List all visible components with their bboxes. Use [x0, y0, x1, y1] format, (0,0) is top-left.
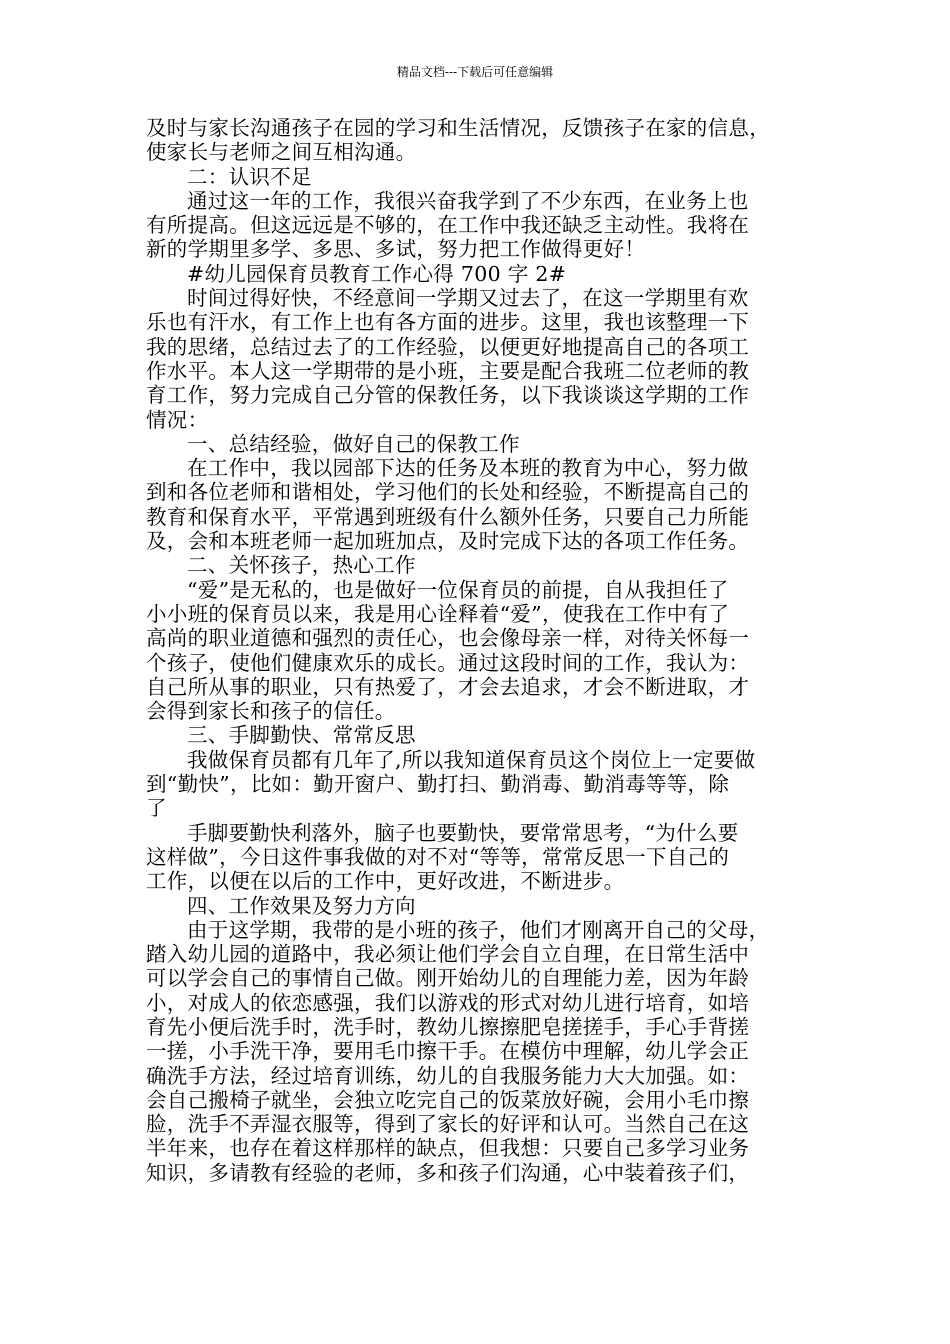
text-line: 我做保育员都有几年了,所以我知道保育员这个岗位上一定要做 [187, 747, 756, 772]
text-line: 了 [146, 796, 167, 821]
text-line: 这样做”，今日这件事我做的对不对“等等，常常反思一下自己的 [146, 844, 730, 869]
text-line: 及时与家长沟通孩子在园的学习和生活情况，反馈孩子在家的信息， [146, 116, 770, 140]
text-line: 情况： [146, 407, 209, 432]
text-line: 一、总结经验，做好自己的保教工作 [187, 431, 520, 456]
text-line: 有所提高。但这远远是不够的，在工作中我还缺乏主动性。我将在 [146, 213, 750, 238]
text-line: 脸，洗手不弄湿衣服等，得到了家长的好评和认可。当然自己在这 [146, 1112, 750, 1137]
text-line: 到“勤快”，比如：勤开窗户、勤打扫、勤消毒、勤消毒等等，除 [146, 772, 730, 797]
text-line: 小，对成人的依恋感强，我们以游戏的形式对幼儿进行培育，如培 [146, 990, 750, 1015]
text-line: 半年来，也存在着这样那样的缺点，但我想：只要自己多学习业务 [146, 1136, 750, 1161]
text-line: 教育和保育水平，平常遇到班级有什么额外任务，只要自己力所能 [146, 504, 750, 529]
text-line: 小小班的保育员以来，我是用心诠释着“爱”，使我在工作中有了 [146, 601, 730, 626]
text-line: 二、关怀孩子，热心工作 [187, 553, 416, 578]
text-line: 会自己搬椅子就坐，会独立吃完自己的饭菜放好碗，会用小毛巾擦 [146, 1087, 750, 1112]
text-line: “爱”是无私的，也是做好一位保育员的前提，自从我担任了 [187, 577, 729, 602]
text-line: 四、工作效果及努力方向 [187, 893, 416, 918]
text-line: 到和各位老师和谐相处，学习他们的长处和经验，不断提高自己的 [146, 480, 750, 505]
text-line: 通过这一年的工作，我很兴奋我学到了不少东西，在业务上也 [187, 188, 749, 213]
text-line: 三、手脚勤快、常常反思 [187, 723, 416, 748]
text-line: 新的学期里多学、多思、多试，努力把工作做得更好！ [146, 237, 646, 262]
text-line: 乐也有汗水，有工作上也有各方面的进步。这里，我也该整理一下 [146, 310, 750, 335]
text-line: 确洗手方法，经过培育训练，幼儿的自我服务能力大大加强。如： [146, 1063, 750, 1088]
text-line: 二：认识不足 [187, 164, 312, 189]
text-line: 会得到家长和孩子的信任。 [146, 699, 396, 724]
text-line: 作水平。本人这一学期带的是小班，主要是配合我班二位老师的教 [146, 358, 750, 383]
text-line: 育工作，努力完成自己分管的保教任务，以下我谈谈这学期的工作 [146, 383, 750, 408]
text-line: 育先小便后洗手时，洗手时，教幼儿擦擦肥皂搓搓手，手心手背搓 [146, 1014, 750, 1039]
text-line: 一搓，小手洗干净，要用毛巾擦干手。在模仿中理解，幼儿学会正 [146, 1039, 750, 1064]
text-line: 可以学会自己的事情自己做。刚开始幼儿的自理能力差，因为年龄 [146, 966, 750, 991]
text-line: 自己所从事的职业，只有热爱了，才会去追求，才会不断进取，才 [146, 674, 750, 699]
text-line: 我的思绪，总结过去了的工作经验，以便更好地提高自己的各项工 [146, 334, 750, 359]
text-line: 由于这学期，我带的是小班的孩子，他们才刚离开自己的父母， [187, 917, 770, 942]
text-line: 知识，多请教有经验的老师，多和孩子们沟通，心中装着孩子们， [146, 1160, 750, 1185]
text-line: 在工作中，我以园部下达的任务及本班的教育为中心，努力做 [187, 456, 749, 481]
page-header: 精品文档---下载后可任意编辑 [396, 65, 554, 79]
text-line: 高尚的职业道德和强烈的责任心，也会像母亲一样，对待关怀每一 [146, 626, 750, 651]
text-line: #幼儿园保育员教育工作心得 700 字 2# [187, 261, 567, 286]
text-line: 时间过得好快，不经意间一学期又过去了，在这一学期里有欢 [187, 286, 749, 311]
text-line: 工作，以便在以后的工作中，更好改进，不断进步。 [146, 869, 625, 894]
text-line: 手脚要勤快利落外，脑子也要勤快，要常常思考，“为什么要 [187, 820, 739, 845]
text-line: 个孩子，使他们健康欢乐的成长。通过这段时间的工作，我认为： [146, 650, 750, 675]
text-line: 及，会和本班老师一起加班加点，及时完成下达的各项工作任务。 [146, 529, 750, 554]
document-body [146, 116, 818, 1185]
text-line: 踏入幼儿园的道路中，我必须让他们学会自立自理，在日常生活中 [146, 942, 750, 967]
text-line: 使家长与老师之间互相沟通。 [146, 140, 417, 165]
